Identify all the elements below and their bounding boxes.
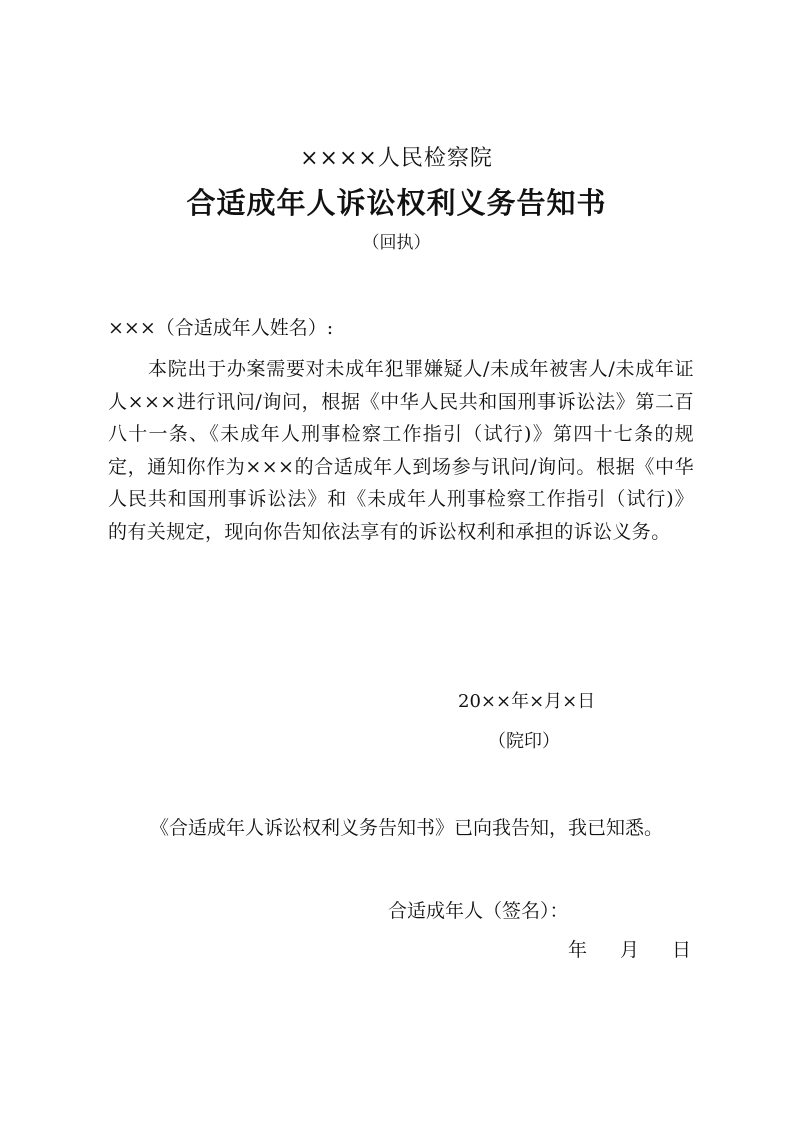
signature-date-day: 日	[672, 939, 692, 961]
court-seal-label: （院印）	[488, 731, 560, 752]
document-title: 合适成年人诉讼权利义务告知书	[186, 186, 607, 220]
signature-date-year: 年	[568, 939, 588, 961]
signature-label: 合适成年人（签名）：	[388, 900, 569, 922]
acknowledgement-statement: 《合适成年人诉讼权利义务告知书》已向我告知，我已知悉。	[150, 817, 664, 839]
signature-date	[568, 935, 692, 965]
notice-paragraph: 本院出于办案需要对未成年犯罪嫌疑人/未成年被害人/未成年证人×××进行讯问/询问，根据《中华人民共和国刑事诉讼法》第二百八十一条、《未成年人刑事检察工作指引（试行)》第四十七条的规定，通知你作为×××的合适成年人到场参与讯问/询问。根据《中华人民共和国刑事诉讼法》和《未成年人刑事检察工作指引（试行)》的有关规定，现向你告知依法享有的诉讼权利和承担的诉讼义务。	[108, 358, 694, 543]
issue-date: 20××年×月×日	[458, 691, 596, 712]
signature-date-month: 月	[620, 939, 640, 961]
procuratorate-name: ××××人民检察院	[300, 146, 493, 171]
document-subtitle: （回执）	[362, 233, 431, 253]
addressee-line: ×××（合适成年人姓名）:	[108, 317, 334, 339]
